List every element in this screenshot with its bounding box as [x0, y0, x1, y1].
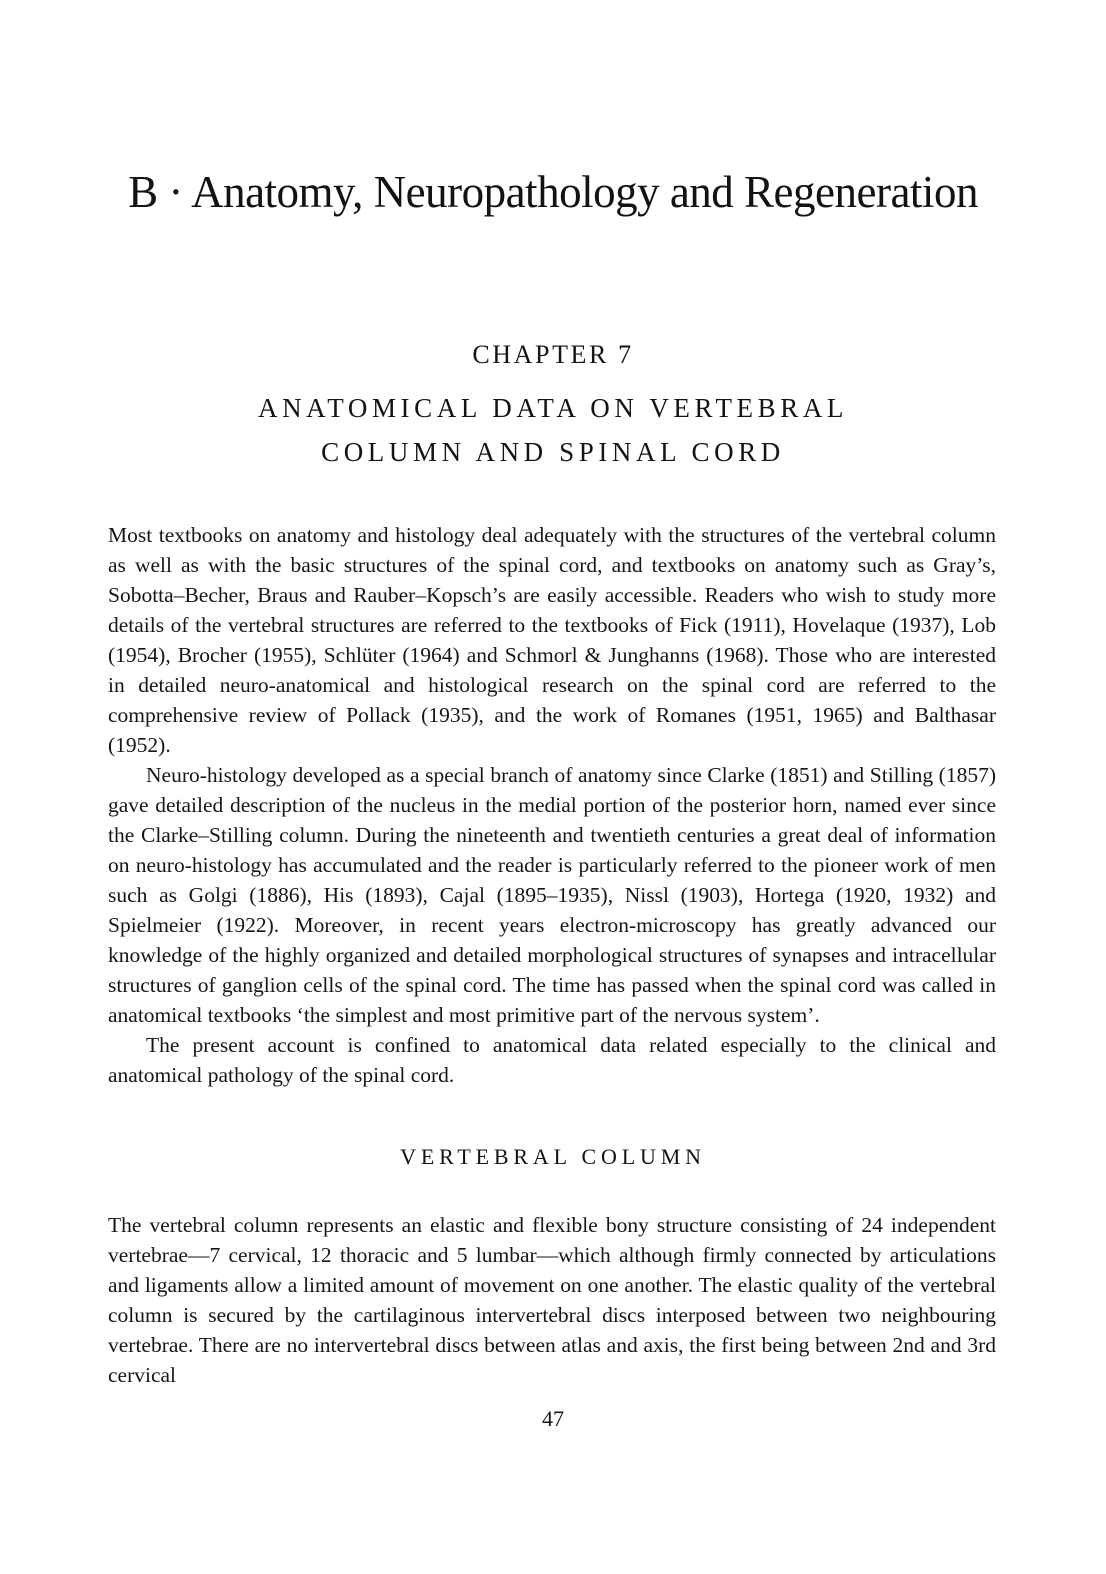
chapter-title [0, 386, 1106, 474]
paragraph: The present account is confined to anatomical data related especially to the clinical and anatomical pathology of the spinal cord. [108, 1033, 996, 1087]
section-heading: VERTEBRAL COLUMN [400, 1144, 706, 1169]
chapter-number: CHAPTER 7 [472, 340, 634, 369]
paragraph: Neuro-histology developed as a special branch of anatomy since Clarke (1851) and Stilling (1857) gave detailed description of the nucleus in the medial portion of the posterior horn, named ever since the Clarke–Stilling column. During the nineteenth and twentieth centuries a great deal of information on neuro-histology has accumulated and the reader is particularly referred to the pioneer work of men such as Golgi (1886), His (1893), Cajal (1895–1935), Nissl (1903), Hortega (1920, 1932) and Spielmeier (1922). Moreover, in recent years electron-microscopy has greatly advanced our knowledge of the highly organized and detailed morphological structures of synapses and intracellular structures of ganglion cells of the spinal cord. The time has passed when the spinal cord was called in anatomical textbooks ‘the simplest and most primitive part of the nervous system’. [108, 763, 996, 1027]
body-text [108, 520, 996, 1090]
paragraph: The vertebral column represents an elastic and flexible bony structure consisting of 24 independent vertebrae—7 cervical, 12 thoracic and 5 lumbar—which although firmly connected by articulations and ligaments allow a limited amount of movement on one another. The elastic quality of the vertebral column is secured by the cartilaginous intervertebral discs interposed between two neighbouring vertebrae. There are no intervertebral discs between atlas and axis, the first being between 2nd and 3rd cervical [108, 1213, 996, 1387]
section-body [108, 1210, 996, 1390]
page-number: 47 [542, 1406, 564, 1431]
chapter-title-line2: COLUMN AND SPINAL CORD [321, 437, 785, 467]
chapter-title-line1: ANATOMICAL DATA ON VERTEBRAL [258, 393, 848, 423]
part-title: B · Anatomy, Neuropathology and Regeneration [128, 167, 978, 217]
paragraph: Most textbooks on anatomy and histology deal adequately with the structures of the vertebral column as well as with the basic structures of the spinal cord, and textbooks on anatomy such as Gray’s, Sobotta–Becher, Braus and Rauber–Kopsch’s are easily accessible. Readers who wish to study more details of the vertebral structures are referred to the textbooks of Fick (1911), Hovelaque (1937), Lob (1954), Brocher (1955), Schlüter (1964) and Schmorl & Junghanns (1968). Those who are interested in detailed neuro-anatomical and histological research on the spinal cord are referred to the comprehensive review of Pollack (1935), and the work of Romanes (1951, 1965) and Balthasar (1952). [108, 523, 996, 757]
